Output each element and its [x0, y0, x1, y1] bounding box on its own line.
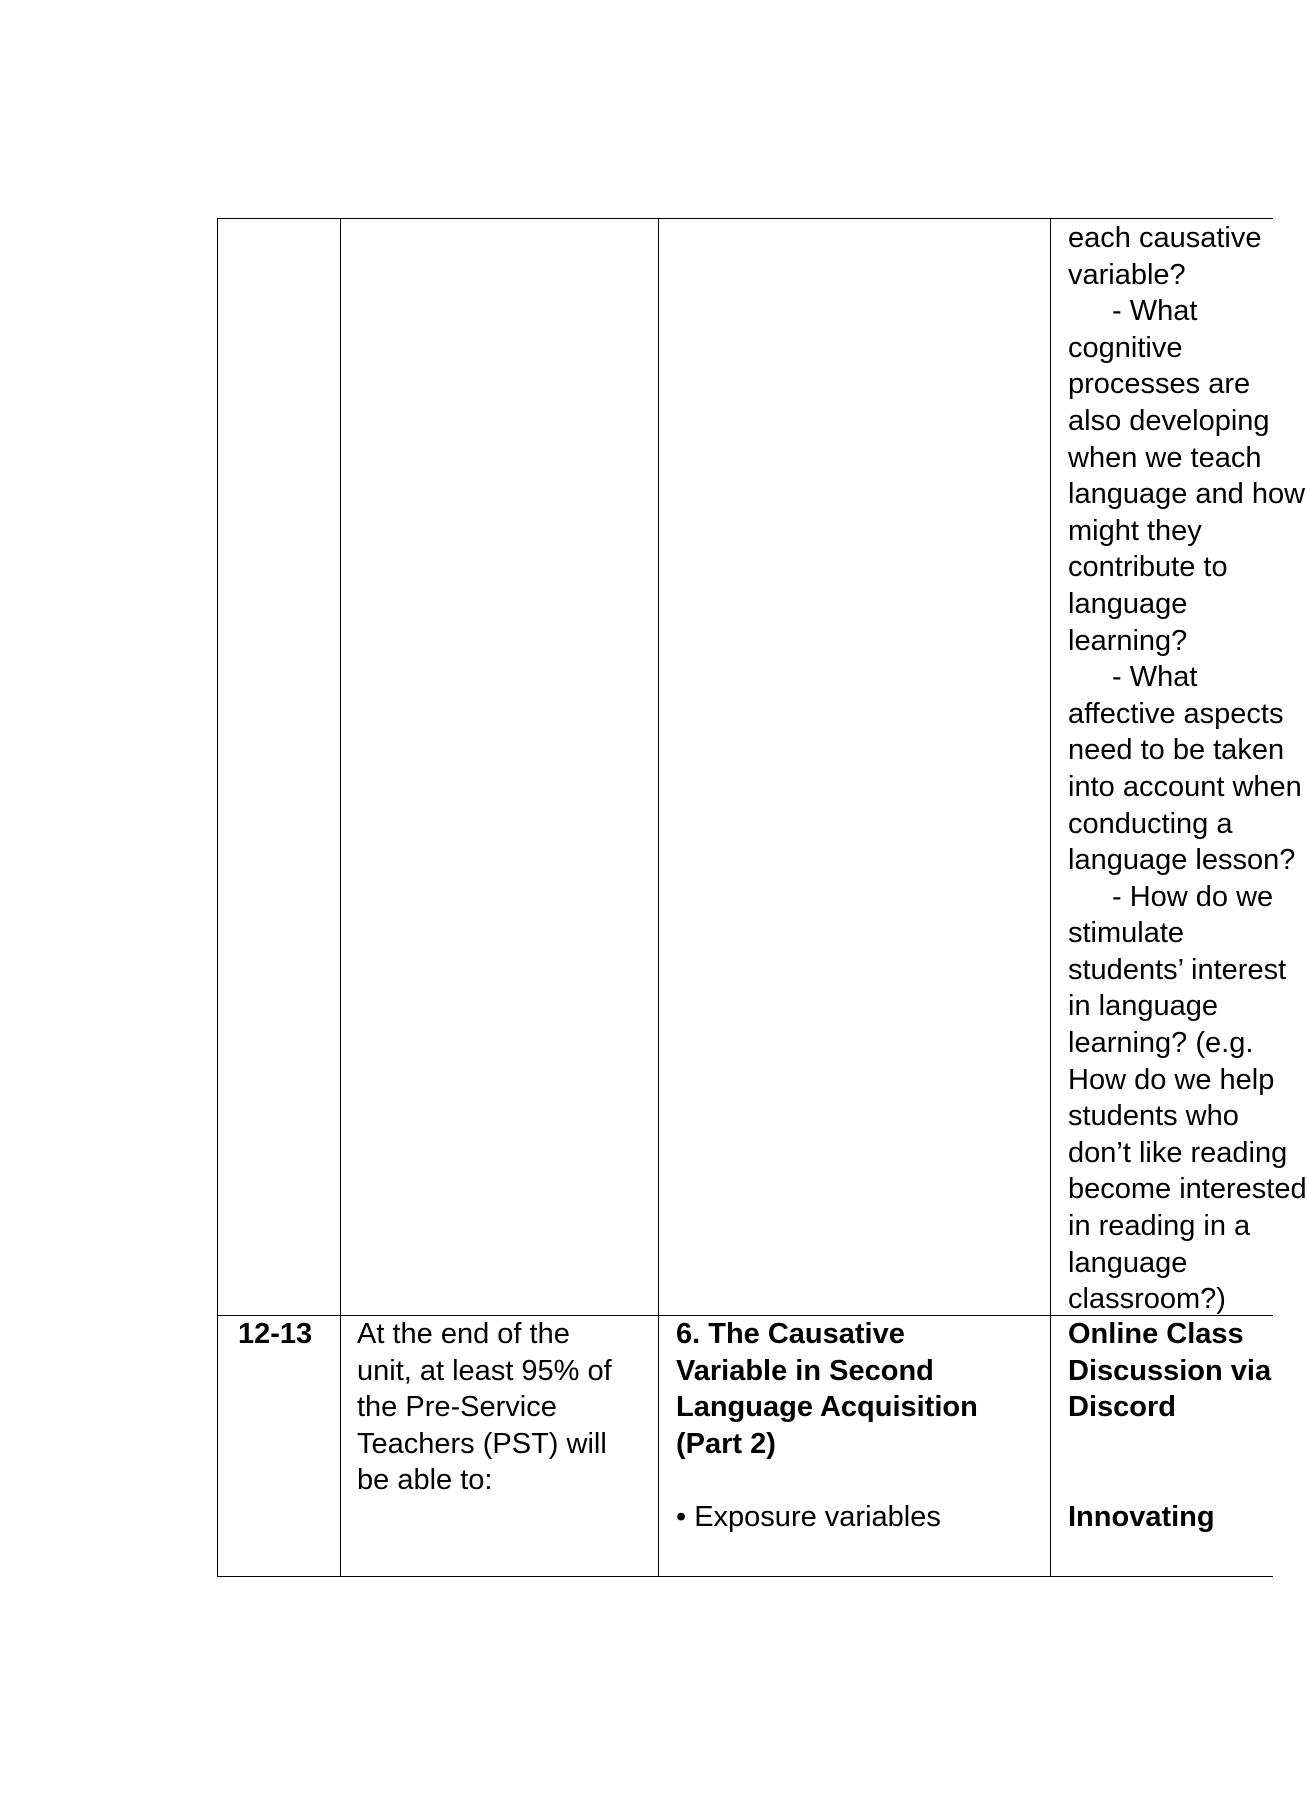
question-text-line: need to be taken [1068, 734, 1285, 767]
question-text-line: stimulate [1068, 917, 1185, 950]
topic-title [676, 1316, 978, 1462]
question-text-line: into account when [1068, 770, 1302, 803]
question-text-line: conducting a [1068, 807, 1233, 840]
question-text-line: affective aspects [1068, 697, 1284, 730]
question-text-line: might they [1068, 514, 1202, 547]
outcome-text-line: the Pre-Service [357, 1391, 557, 1424]
question-text-line: each causative [1068, 222, 1262, 254]
question-text-line: variable? [1068, 258, 1186, 291]
question-text-line: learning? (e.g. [1068, 1027, 1254, 1060]
topic-title-line: Language Acquisition [676, 1391, 978, 1424]
question-text-line: in reading in a [1068, 1210, 1251, 1243]
question-text-line: contribute to [1068, 551, 1228, 584]
column-border-3 [1050, 218, 1051, 1577]
outcome-text-line: At the end of the [357, 1318, 570, 1350]
question-text-line: - What [1112, 295, 1198, 328]
question-text-line: How do we help [1068, 1063, 1275, 1096]
activity-title [1068, 1316, 1271, 1426]
question-text-line: also developing [1068, 404, 1270, 437]
question-text-line: language lesson? [1068, 844, 1296, 877]
activity-label: Innovating [1068, 1500, 1215, 1533]
topic-cell [676, 1316, 978, 1536]
question-text-line: students who [1068, 1100, 1239, 1133]
question-text-line: - How do we [1112, 880, 1274, 913]
topic-title-line: (Part 2) [676, 1427, 776, 1460]
outcome-text-line: unit, at least 95% of [357, 1354, 612, 1387]
table-top-border [217, 218, 1273, 219]
question-text-line: learning? [1068, 624, 1188, 657]
activity-title-line: Discord [1068, 1391, 1176, 1424]
question-text-line: language and how [1068, 478, 1306, 511]
column-border-left [217, 218, 218, 1577]
question-text-line: when we teach [1068, 441, 1262, 474]
column-border-1 [340, 218, 341, 1577]
question-text-line: become interested [1068, 1173, 1307, 1206]
guiding-questions-cell [1068, 220, 1307, 1318]
activity-title-line: Discussion via [1068, 1354, 1272, 1387]
question-text-line: processes are [1068, 368, 1251, 401]
question-text-line: don’t like reading [1068, 1136, 1288, 1169]
column-border-2 [658, 218, 659, 1577]
question-text-line: in language [1068, 990, 1218, 1023]
outcome-text-line: Teachers (PST) will [357, 1427, 607, 1460]
topic-bullet: • Exposure variables [676, 1500, 941, 1533]
week-number: 12-13 [238, 1318, 313, 1350]
activity-cell [1068, 1316, 1271, 1536]
outcome-text-line: be able to: [357, 1464, 493, 1497]
question-text-line: students’ interest [1068, 953, 1287, 986]
question-text-line: language [1068, 587, 1188, 620]
topic-title-line: 6. The Causative [676, 1318, 905, 1350]
question-text-line: classroom?) [1068, 1283, 1226, 1316]
question-text-line: cognitive [1068, 331, 1183, 364]
table-bottom-border [217, 1576, 1273, 1577]
topic-title-line: Variable in Second [676, 1354, 934, 1387]
question-text-line: language [1068, 1246, 1188, 1279]
activity-title-line: Online Class [1068, 1318, 1244, 1350]
question-text-line: - What [1112, 661, 1198, 694]
learning-outcome-cell [357, 1316, 612, 1499]
